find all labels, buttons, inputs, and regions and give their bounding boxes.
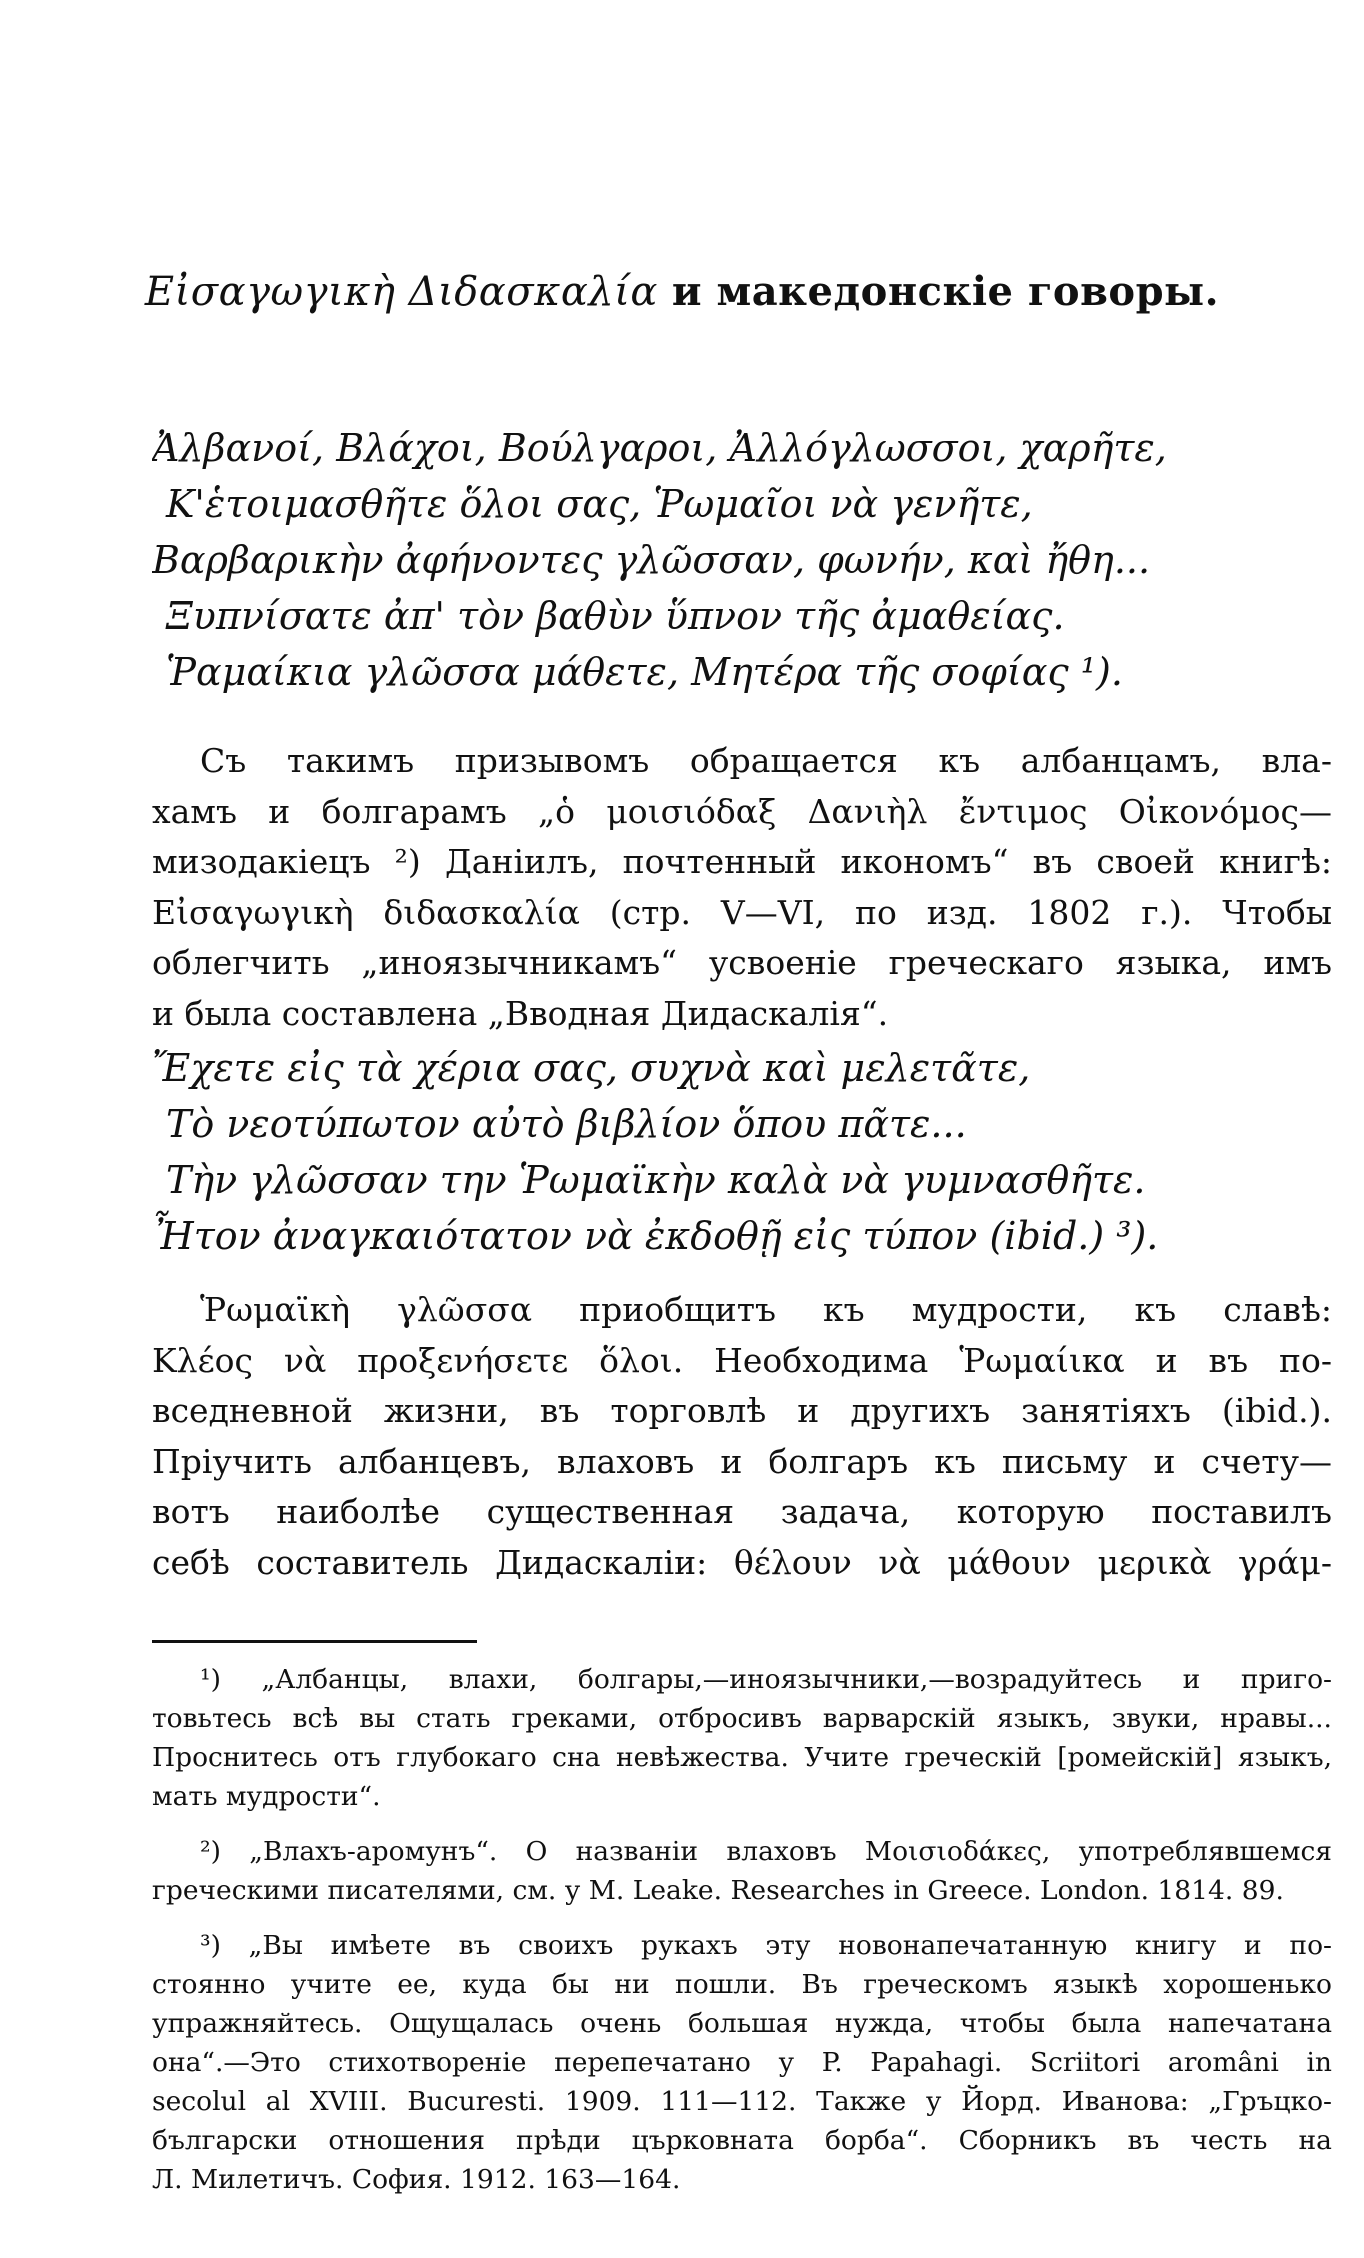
title-russian: и македонскіе говоры. — [671, 268, 1220, 315]
page-title — [0, 268, 1364, 315]
footnote-line: ²) „Влахъ-аромунъ“. О названіи влаховъ Μοισιοδάκες, употреблявшемся — [200, 1836, 1332, 1867]
poem-block-2 — [152, 1040, 1332, 1264]
footnote-line: secolul al XVIII. Bucuresti. 1909. 111—112. Также у Йорд. Иванова: „Гръцко- — [152, 2086, 1332, 2117]
footnote-3 — [152, 1926, 1332, 2199]
text-line: себѣ составитель Дидаскаліи: θέλουν νὰ μάθουν μερικὰ γράμ- — [152, 1542, 1332, 1582]
poem-line: Τὸ νεοτύπωτον αὐτὸ βιβλίον ὅπου πᾶτε... — [166, 1102, 967, 1146]
text-line: Ῥωμαϊκὴ γλῶσσα приобщитъ къ мудрости, къ славѣ: — [200, 1290, 1332, 1329]
text-line: мизодакіецъ ²) Даніилъ, почтенный икономъ“ въ своей книгѣ: — [152, 842, 1332, 881]
poem-line: Ἀλβανοί, Βλάχοι, Βούλγαροι, Ἀλλόγλωσσοι, χαρῆτε, — [152, 426, 1167, 470]
poem-line: Ἔχετε εἰς τὰ χέρια σας, συχνὰ καὶ μελετᾶτε, — [152, 1046, 1031, 1090]
text-line: вотъ наиболѣе существенная задача, которую поставилъ — [152, 1492, 1332, 1531]
footnote-line: она“.—Это стихотвореніе перепечатано у P. Papahagi. Scriitori aromâni in — [152, 2047, 1332, 2078]
text-line: и была составлена „Вводная Дидаскалія“. — [152, 993, 889, 1033]
footnote-line: ¹) „Албанцы, влахи, болгары,—иноязычники,—возрадуйтесь и приго- — [200, 1664, 1332, 1695]
footnote-line: ³) „Вы имѣете въ своихъ рукахъ эту новонапечатанную книгу и по- — [200, 1930, 1332, 1961]
poem-block-1 — [152, 420, 1332, 700]
text-line: Κλέος νὰ προξενήσετε ὅλοι. Необходима Ῥωμαίικα и въ по- — [152, 1340, 1332, 1380]
footnote-divider — [152, 1640, 477, 1643]
footnote-line: мать мудрости“. — [152, 1781, 381, 1812]
poem-line: Κ'ἑτοιμασθῆτε ὅλοι σας, Ῥωμαῖοι νὰ γενῆτε, — [166, 482, 1033, 526]
text-line: облегчить „иноязычникамъ“ усвоеніе греческаго языка, имъ — [152, 943, 1332, 982]
text-line: Пріучить албанцевъ, влаховъ и болгаръ къ письму и счету— — [152, 1441, 1332, 1481]
title-greek: Εἰσαγωγικὴ Διδασκαλία — [144, 269, 658, 315]
paragraph-1 — [152, 736, 1332, 1039]
text-line: Съ такимъ призывомъ обращается къ албанцамъ, вла- — [200, 741, 1332, 780]
text-line: Εἰσαγωγικὴ διδασκαλία (стр. V—VI, по изд. 1802 г.). Чтобы — [152, 892, 1332, 932]
poem-line: Ξυπνίσατε ἀπ' τὸν βαθὺν ὕπνον τῆς ἀμαθείας. — [166, 594, 1065, 638]
footnote-line: стоянно учите ее, куда бы ни пошли. Въ греческомъ языкѣ хорошенько — [152, 1969, 1332, 2000]
footnote-line: товьтесь всѣ вы стать греками, отбросивъ варварскій языкъ, звуки, нравы... — [152, 1703, 1332, 1734]
footnote-1 — [152, 1660, 1332, 1816]
footnote-line: български отношения прѣди църковната борба“. Сборникъ въ честь на — [152, 2125, 1332, 2156]
text-line: вседневной жизни, въ торговлѣ и другихъ занятіяхъ (ibid.). — [152, 1391, 1332, 1430]
footnote-line: греческими писателями, см. у M. Leake. Researches in Greece. London. 1814. 89. — [152, 1875, 1284, 1906]
paragraph-2 — [152, 1285, 1332, 1588]
poem-line: Ῥαμαίκια γλῶσσα μάθετε, Μητέρα τῆς σοφίας ¹). — [166, 650, 1123, 694]
footnote-line: Л. Милетичъ. София. 1912. 163—164. — [152, 2164, 681, 2195]
poem-line: Ἦτον ἀναγκαιότατον νὰ ἐκδοθῇ εἰς τύπον (ibid.) ³). — [152, 1214, 1159, 1258]
text-line: хамъ и болгарамъ „ὁ μοισιόδαξ Δανιὴλ ἔντιμος Οἰκονόμος— — [152, 791, 1332, 831]
footnote-line: Проснитесь отъ глубокаго сна невѣжества. Учите греческій [ромейскій] языкъ, — [152, 1742, 1332, 1773]
poem-line: Βαρβαρικὴν ἀφήνοντες γλῶσσαν, φωνήν, καὶ ἤθη... — [152, 538, 1151, 582]
poem-line: Τὴν γλῶσσαν την Ῥωμαϊκὴν καλὰ νὰ γυμνασθῆτε. — [166, 1158, 1146, 1202]
footnote-2 — [152, 1832, 1332, 1910]
footnote-line: упражняйтесь. Ощущалась очень большая нужда, чтобы была напечатана — [152, 2008, 1332, 2039]
